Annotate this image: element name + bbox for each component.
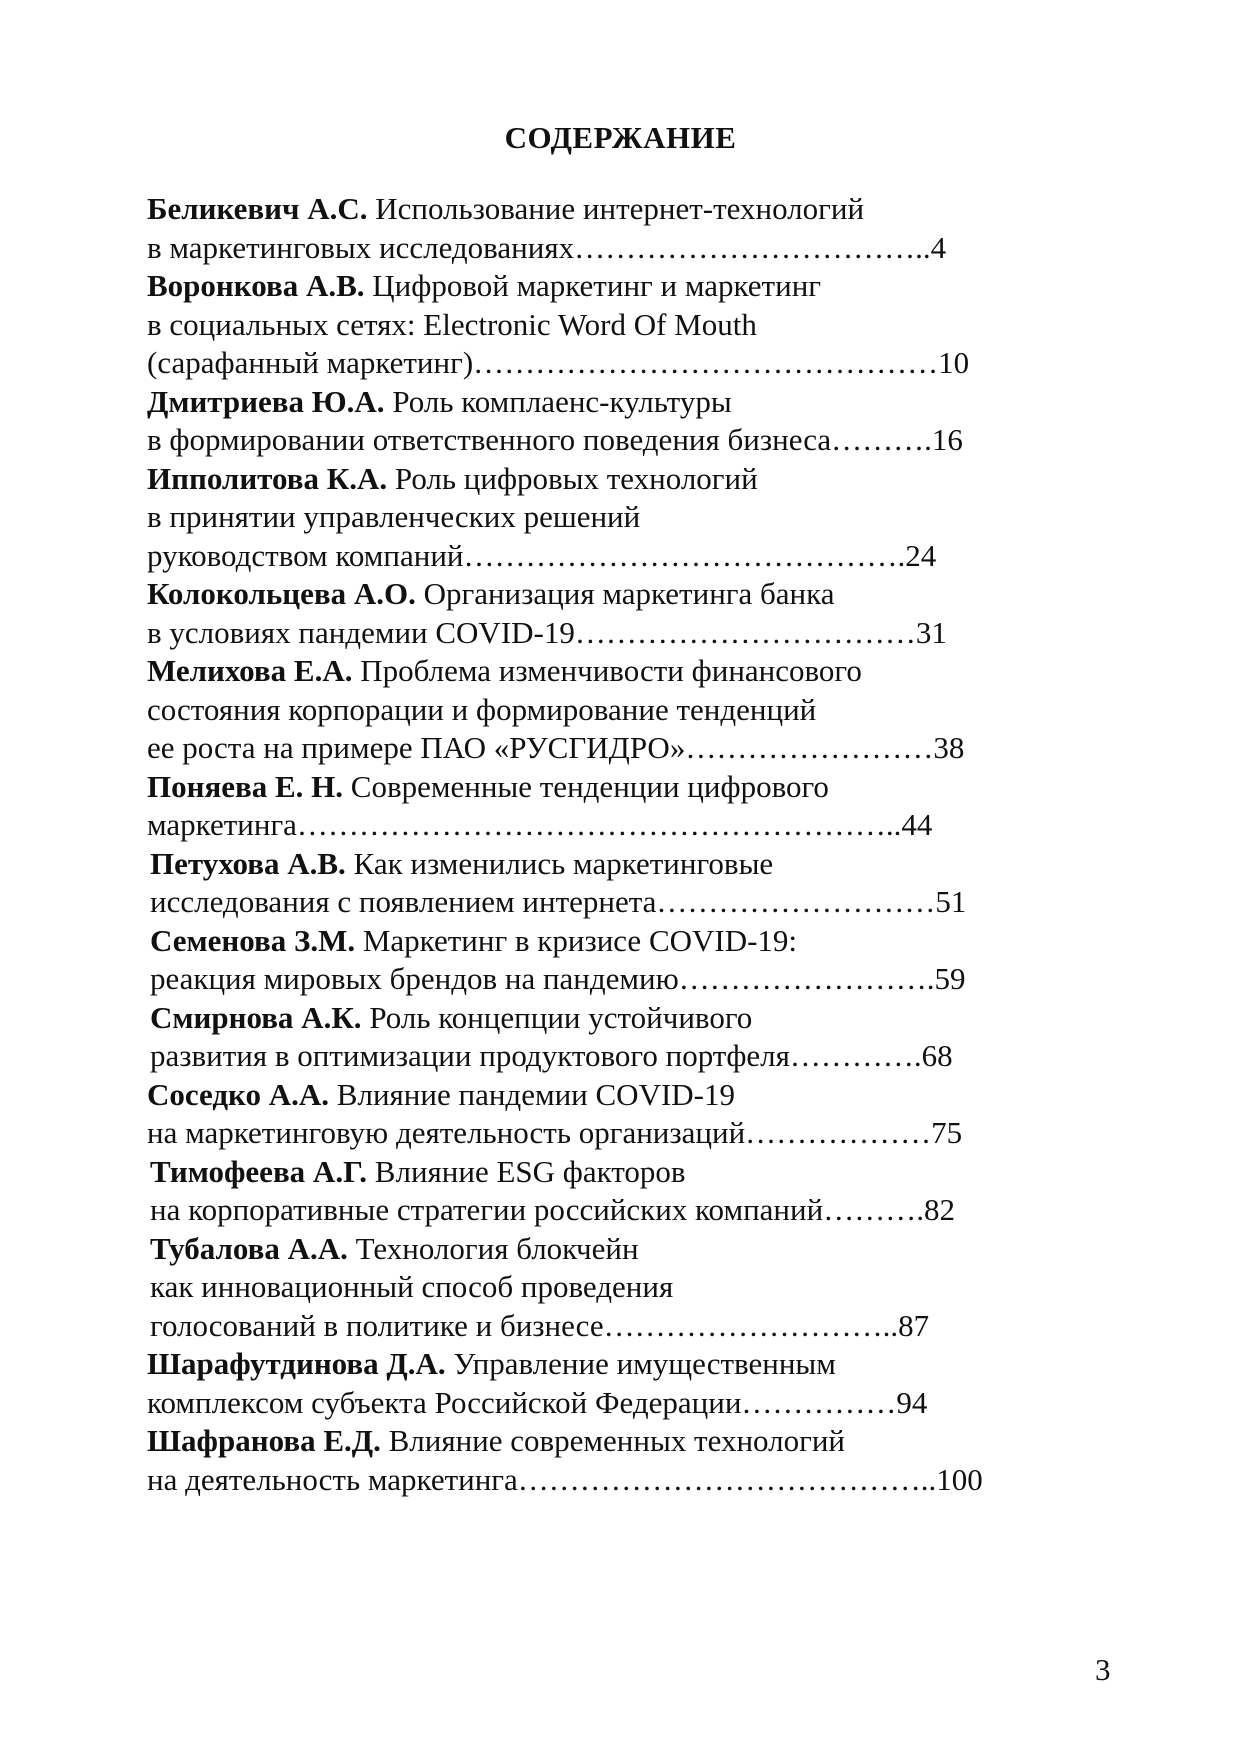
toc-entry xyxy=(147,652,1047,768)
toc-entry xyxy=(147,1076,1047,1153)
toc-line: (сарафанный маркетинг)………………………………………10 xyxy=(147,345,970,380)
toc-line: руководством компаний…………………………………….24 xyxy=(147,537,937,573)
toc-entry-title: Влияние ESG факторов xyxy=(367,1153,686,1189)
toc-line xyxy=(147,190,1047,229)
toc-author: Тубалова А.А. xyxy=(150,1230,348,1266)
toc-line xyxy=(147,922,1047,961)
toc-line: исследования с появлением интернета………………………51 xyxy=(150,884,967,919)
toc-entry-title: Современные тенденции цифрового xyxy=(343,768,829,804)
toc-author: Шафранова Е.Д. xyxy=(147,1423,381,1458)
toc-line xyxy=(147,460,1047,499)
toc-entry-title: Как изменились маркетинговые xyxy=(345,845,774,881)
toc-entry xyxy=(147,999,1047,1076)
toc-author: Семенова З.М. xyxy=(150,922,356,958)
toc-entry xyxy=(147,460,1047,576)
toc-line xyxy=(147,1076,1047,1115)
toc-entry-title: Маркетинг в кризисе COVID-19: xyxy=(355,922,798,958)
toc-line xyxy=(147,383,1047,422)
toc-entry-title: Цифровой маркетинг и маркетинг xyxy=(364,268,821,303)
toc-author: Тимофеева А.Г. xyxy=(150,1153,368,1189)
toc-author: Петухова А.В. xyxy=(150,845,346,881)
toc-entry-title: Роль комплаенс-культуры xyxy=(384,383,732,419)
toc-line: на маркетинговую деятельность организаций………………75 xyxy=(147,1115,963,1150)
toc-entry-title: Влияние современных технологий xyxy=(380,1423,845,1458)
toc-author: Колокольцева А.О. xyxy=(147,576,416,611)
toc-entry xyxy=(147,845,1047,922)
toc-author: Смирнова А.К. xyxy=(150,999,362,1035)
toc-entry-title: Организация маркетинга банка xyxy=(415,576,835,611)
toc-entry-title: Проблема изменчивости финансового xyxy=(352,653,862,688)
toc-line xyxy=(147,1422,1047,1461)
toc-entry-title: Использование интернет-технологий xyxy=(367,191,865,226)
toc-entry xyxy=(147,768,1047,845)
toc-line: в принятии управленческих решений xyxy=(147,499,641,534)
toc-line xyxy=(147,845,1047,884)
page-number: 3 xyxy=(1095,1652,1111,1687)
toc-author: Дмитриева Ю.А. xyxy=(147,383,385,419)
toc-line xyxy=(147,999,1047,1038)
toc-line: реакция мировых брендов на пандемию…………………….59 xyxy=(150,961,966,996)
toc-line: в социальных сетях: Electronic Word Of Mouth xyxy=(147,306,757,342)
toc-entry-title: Управление имущественным xyxy=(445,1346,836,1381)
toc-line: в формировании ответственного поведения бизнеса……….16 xyxy=(147,422,963,457)
toc-entry-title: Влияние пандемии COVID-19 xyxy=(329,1076,735,1112)
toc-line: голосований в политике и бизнесе………………………..87 xyxy=(150,1307,930,1343)
toc-line xyxy=(147,1345,1047,1384)
toc-entry xyxy=(147,1153,1047,1230)
toc-entry xyxy=(147,190,1047,267)
toc-line xyxy=(147,768,1047,807)
toc-author: Поняева Е. Н. xyxy=(147,768,344,804)
toc-entry xyxy=(147,1345,1047,1422)
toc-line xyxy=(147,575,1047,614)
toc-entry-title: Роль концепции устойчивого xyxy=(361,999,753,1035)
toc-entry xyxy=(147,267,1047,383)
table-of-contents xyxy=(147,190,1047,1499)
toc-author: Воронкова А.В. xyxy=(147,268,365,303)
toc-line: на деятельность маркетинга…………………………………..100 xyxy=(147,1461,983,1497)
toc-line: в маркетинговых исследованиях……………………………..4 xyxy=(147,229,947,265)
toc-line xyxy=(147,652,1047,691)
toc-author: Ипполитова К.А. xyxy=(147,460,388,496)
toc-line: комплексом субъекта Российской Федерации……………94 xyxy=(147,1384,928,1420)
toc-line: состояния корпорации и формирование тенденций xyxy=(147,691,817,727)
toc-entry xyxy=(147,575,1047,652)
toc-author: Беликевич А.С. xyxy=(147,191,368,226)
toc-entry xyxy=(147,1422,1047,1499)
toc-author: Мелихова Е.А. xyxy=(147,653,353,688)
toc-line: в условиях пандемии COVID-19……………………………31 xyxy=(147,614,947,650)
toc-entry xyxy=(147,922,1047,999)
toc-line: на корпоративные стратегии российских компаний……….82 xyxy=(150,1192,955,1227)
toc-line xyxy=(147,267,1047,306)
toc-line xyxy=(147,1230,1047,1269)
toc-line: ее роста на примере ПАО «РУСГИДРО»……………………38 xyxy=(147,730,965,765)
toc-line: как инновационный способ проведения xyxy=(150,1269,674,1304)
page-title: СОДЕРЖАНИЕ xyxy=(504,120,737,155)
toc-line: развития в оптимизации продуктового портфеля………….68 xyxy=(150,1038,953,1073)
toc-entry xyxy=(147,1230,1047,1346)
toc-author: Соседко А.А. xyxy=(147,1076,330,1112)
toc-line: маркетинга…………………………………………………..44 xyxy=(147,807,933,842)
toc-entry-title: Роль цифровых технологий xyxy=(387,460,758,496)
toc-entry xyxy=(147,383,1047,460)
toc-author: Шарафутдинова Д.А. xyxy=(147,1346,446,1381)
toc-entry-title: Технология блокчейн xyxy=(347,1230,639,1266)
toc-line xyxy=(147,1153,1047,1192)
